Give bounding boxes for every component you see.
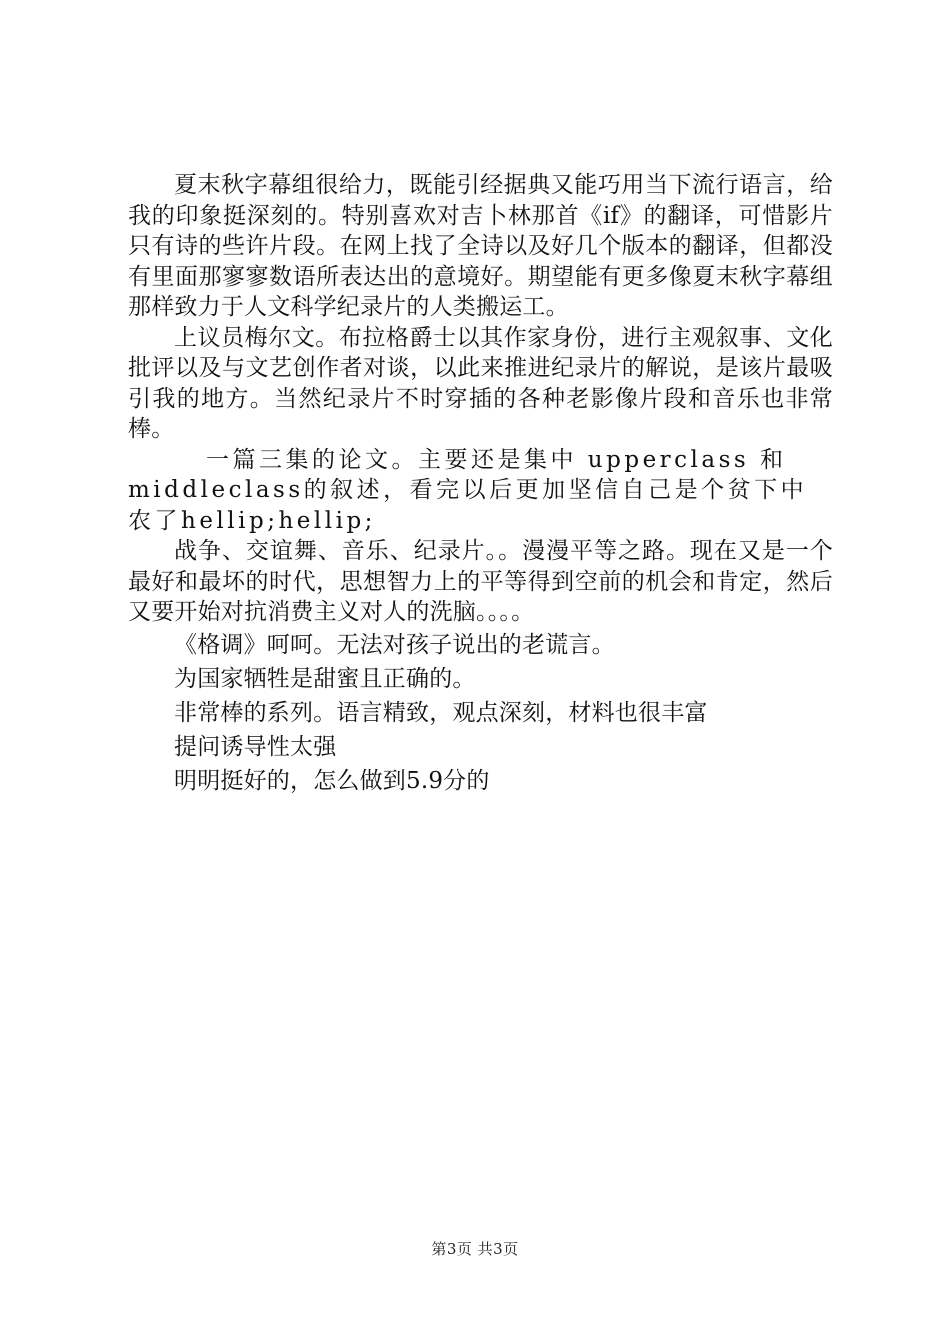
paragraph-class-book: 《格调》呵呵。无法对孩子说出的老谎言。 [174,631,615,658]
paragraph-great-series: 非常棒的系列。语言精致，观点深刻，材料也很丰富 [174,699,708,726]
paragraph-war-and-equality: 战争、交谊舞、音乐、纪录片。。漫漫平等之路。现在又是一个最好和最坏的时代，思想智力上的平等得到空前的机会和肯定，然后又要开始对抗消费主义对人的洗脑。。。。 [128,538,833,625]
paragraph-subtitle-group-review: 夏末秋字幕组很给力，既能引经据典又能巧用当下流行语言，给我的印象挺深刻的。特别喜欢对吉卜林那首《if》的翻译，可惜影片只有诗的些许片段。在网上找了全诗以及好几个版本的翻译，但都没有里面那寥寥数语所表达出的意境好。期望能有更多像夏末秋字幕组那样致力于人文科学纪录片的人类搬运工。 [128,172,833,320]
page-footer [0,1238,950,1259]
paragraph-leading-questions: 提问诱导性太强 [174,733,337,760]
paragraph-three-episode-essay: 一篇三集的论文。主要还是集中 upperclass 和 middleclass的叙述，看完以后更加坚信自己是个贫下中农了hellip;hellip; [128,446,808,534]
paragraph-sacrifice: 为国家牺牲是甜蜜且正确的。 [174,665,476,692]
paragraph-score-comment: 明明挺好的，怎么做到5.9分的 [174,767,490,794]
paragraph-melvyn-bragg: 上议员梅尔文。布拉格爵士以其作家身份，进行主观叙事、文化批评以及与文艺创作者对谈，以此来推进纪录片的解说，是该片最吸引我的地方。当然纪录片不时穿插的各种老影像片段和音乐也非常棒。 [128,324,833,442]
document-body [128,170,833,798]
page-number: 第3页 共3页 [431,1240,519,1258]
